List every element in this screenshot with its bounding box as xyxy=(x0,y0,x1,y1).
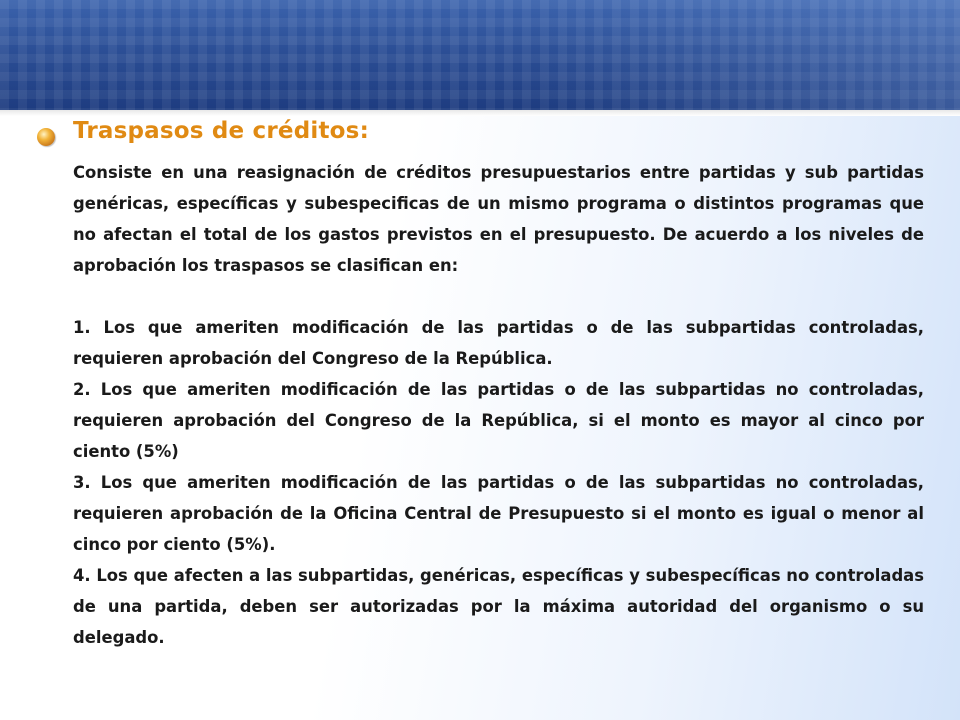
slide-title: Traspasos de créditos: xyxy=(73,118,369,144)
header-divider xyxy=(0,110,960,116)
list-item-2: 2. Los que ameriten modificación de las partidas o de las subpartidas no controladas, requieren aprobación del Congreso de la República, si el monto es mayor al cinco por ciento (5%) xyxy=(73,380,924,461)
list-item-1: 1. Los que ameriten modificación de las partidas o de las subpartidas controladas, requieren aprobación del Congreso de la República. xyxy=(73,318,924,368)
intro-paragraph: Consiste en una reasignación de créditos presupuestarios entre partidas y sub partidas genéricas, específicas y subespecificas de un mismo programa o distintos programas que no afectan el total de los gastos previstos en el presupuesto. De acuerdo a los niveles de aprobación los traspasos se clasifican en: xyxy=(73,163,924,275)
list-item-3: 3. Los que ameriten modificación de las partidas o de las subpartidas no controladas, requieren aprobación de la Oficina Central de Presupuesto si el monto es igual o menor al cinco por ciento (5%). xyxy=(73,473,924,554)
list-item-4: 4. Los que afecten a las subpartidas, genéricas, específicas y subespecíficas no controladas de una partida, deben ser autorizadas por la máxima autoridad del organismo o su delegado. xyxy=(73,566,924,647)
slide-body xyxy=(73,157,924,653)
header-shine xyxy=(540,0,960,110)
header-band xyxy=(0,0,960,110)
bullet-icon xyxy=(37,128,55,146)
